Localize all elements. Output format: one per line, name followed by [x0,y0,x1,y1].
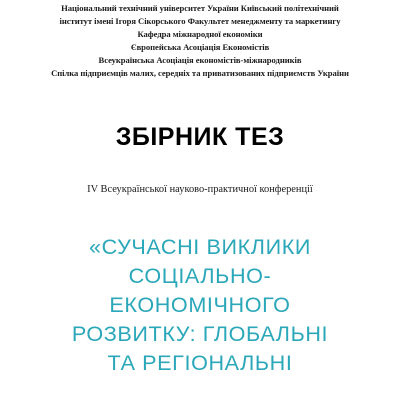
organizers-header [0,2,400,81]
organizer-line: Всеукраїнська Асоціація економістів-міжнародників [98,55,302,66]
conference-title-line: «СУЧАСНІ ВИКЛИКИ [88,234,311,259]
conference-title [0,232,400,377]
organizer-line: Кафедра міжнародної економіки [137,29,263,40]
conference-title-line: ЕКОНОМІЧНОГО [109,292,291,317]
conference-title-line: СОЦІАЛЬНО- [128,263,272,288]
conference-title-line: РОЗВИТКУ: ГЛОБАЛЬНІ [71,321,329,346]
organizer-line: Національний технічний університет України Київський політехнічний [61,3,339,13]
organizer-line: інститут імені Ігоря Сікорського Факультет менеджменту та маркетингу [59,16,341,27]
document-title: ЗБІРНИК ТЕЗ [115,123,285,151]
document-subtitle: IV Всеукраїнської науково-практичної конференції [87,184,313,195]
organizer-line: Спілка підприємців малих, середніх та приватизованих підприємств України [51,68,349,79]
conference-title-line: ТА РЕГІОНАЛЬНІ [107,350,293,375]
organizer-line: Європейська Асоціація Економістів [130,42,270,53]
